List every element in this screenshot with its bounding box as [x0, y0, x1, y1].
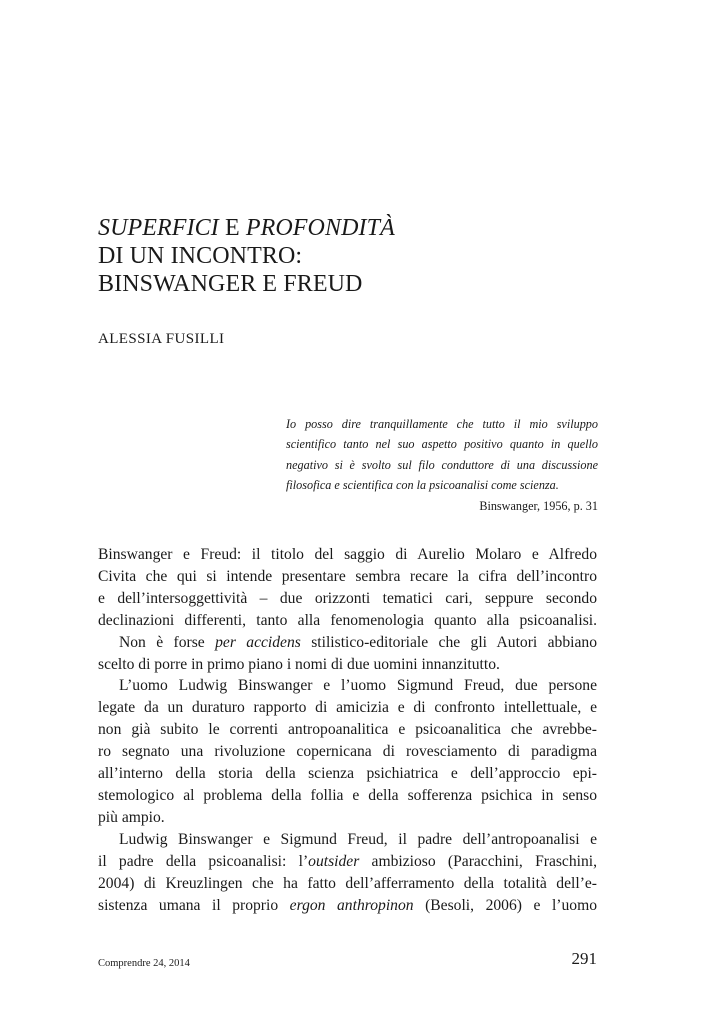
body-line: stemologico al problema della follia e della sofferenza psichica in senso: [98, 786, 597, 804]
title-line-3: BINSWANGER E FREUD: [98, 271, 363, 297]
body-line: legate da un duraturo rapporto di amicizia e di confronto intellettuale, e: [98, 699, 597, 717]
body-line: declinazioni differenti, tanto alla fenomenologia quanto alla psicoanalisi.: [98, 611, 597, 629]
epigraph-line: Io posso dire tranquillamente che tutto il mio sviluppo: [286, 417, 598, 431]
body-line: [98, 895, 597, 917]
body-text-run: (Besoli, 2006) e l’uomo: [413, 896, 598, 914]
body-italic-phrase: ergon anthropinon: [289, 896, 414, 914]
title-italic-superfici: SUPERFICI: [98, 215, 219, 241]
epigraph-line: scientifico tanto nel suo aspetto positivo quanto in quello: [286, 437, 598, 452]
body-text-run: stilistico-editoriale che gli Autori abbiano: [300, 633, 597, 651]
body-line: Civita che qui si intende presentare sembra recare la cifra dell’incontro: [98, 567, 597, 585]
title-line-2: DI UN INCONTRO:: [98, 243, 303, 269]
body-line: e dell’intersoggettività – due orizzonti tematici cari, seppure secondo: [98, 589, 597, 607]
body-text-run: sistenza umana il proprio: [98, 896, 290, 914]
body-text: [98, 544, 597, 916]
body-line: ro segnato una rivoluzione copernicana di rovesciamento di paradigma: [98, 743, 597, 761]
body-text-run: il padre della psicoanalisi: l’: [98, 852, 309, 870]
article-title: [98, 214, 618, 298]
title-line-1: [98, 214, 618, 242]
body-line: L’uomo Ludwig Binswanger e l’uomo Sigmund Freud, due persone: [119, 677, 597, 695]
epigraph-line: filosofica e scientifica con la psicoanalisi come scienza.: [286, 478, 559, 493]
page-number: 291: [571, 949, 597, 968]
body-text-run: Non è forse: [119, 633, 216, 651]
body-italic-phrase: outsider: [308, 852, 360, 870]
title-italic-profondita: PROFONDITÀ: [245, 215, 395, 241]
epigraph-attribution: Binswanger, 1956, p. 31: [479, 498, 598, 513]
body-line: non già subito le correnti antropoanalitica e psicoanalitica che avrebbe-: [98, 721, 597, 739]
body-line: scelto di porre in primo piano i nomi di due uomini innanzitutto.: [98, 655, 500, 673]
body-line: Ludwig Binswanger e Sigmund Freud, il padre dell’antropoanalisi e: [119, 830, 597, 848]
body-line: Binswanger e Freud: il titolo del saggio di Aurelio Molaro e Alfredo: [98, 546, 597, 563]
body-line: [98, 632, 597, 654]
author-name: ALESSIA FUSILLI: [98, 331, 225, 347]
body-line: più ampio.: [98, 808, 165, 826]
body-line: [98, 851, 597, 873]
body-text-run: ambizioso (Paracchini, Fraschini,: [359, 852, 598, 870]
footer-journal: Comprendre 24, 2014: [98, 958, 190, 969]
body-line: 2004) di Kreuzlingen che ha fatto dell’afferramento della totalità dell’e-: [98, 874, 597, 892]
epigraph: [286, 414, 598, 516]
epigraph-line: negativo si è svolto sul filo conduttore di una discussione: [286, 457, 598, 472]
body-line: all’interno della storia della scienza psichiatrica e dell’approccio epi-: [98, 765, 597, 783]
title-conjunction: E: [218, 215, 246, 241]
body-italic-phrase: per accidens: [215, 633, 301, 651]
